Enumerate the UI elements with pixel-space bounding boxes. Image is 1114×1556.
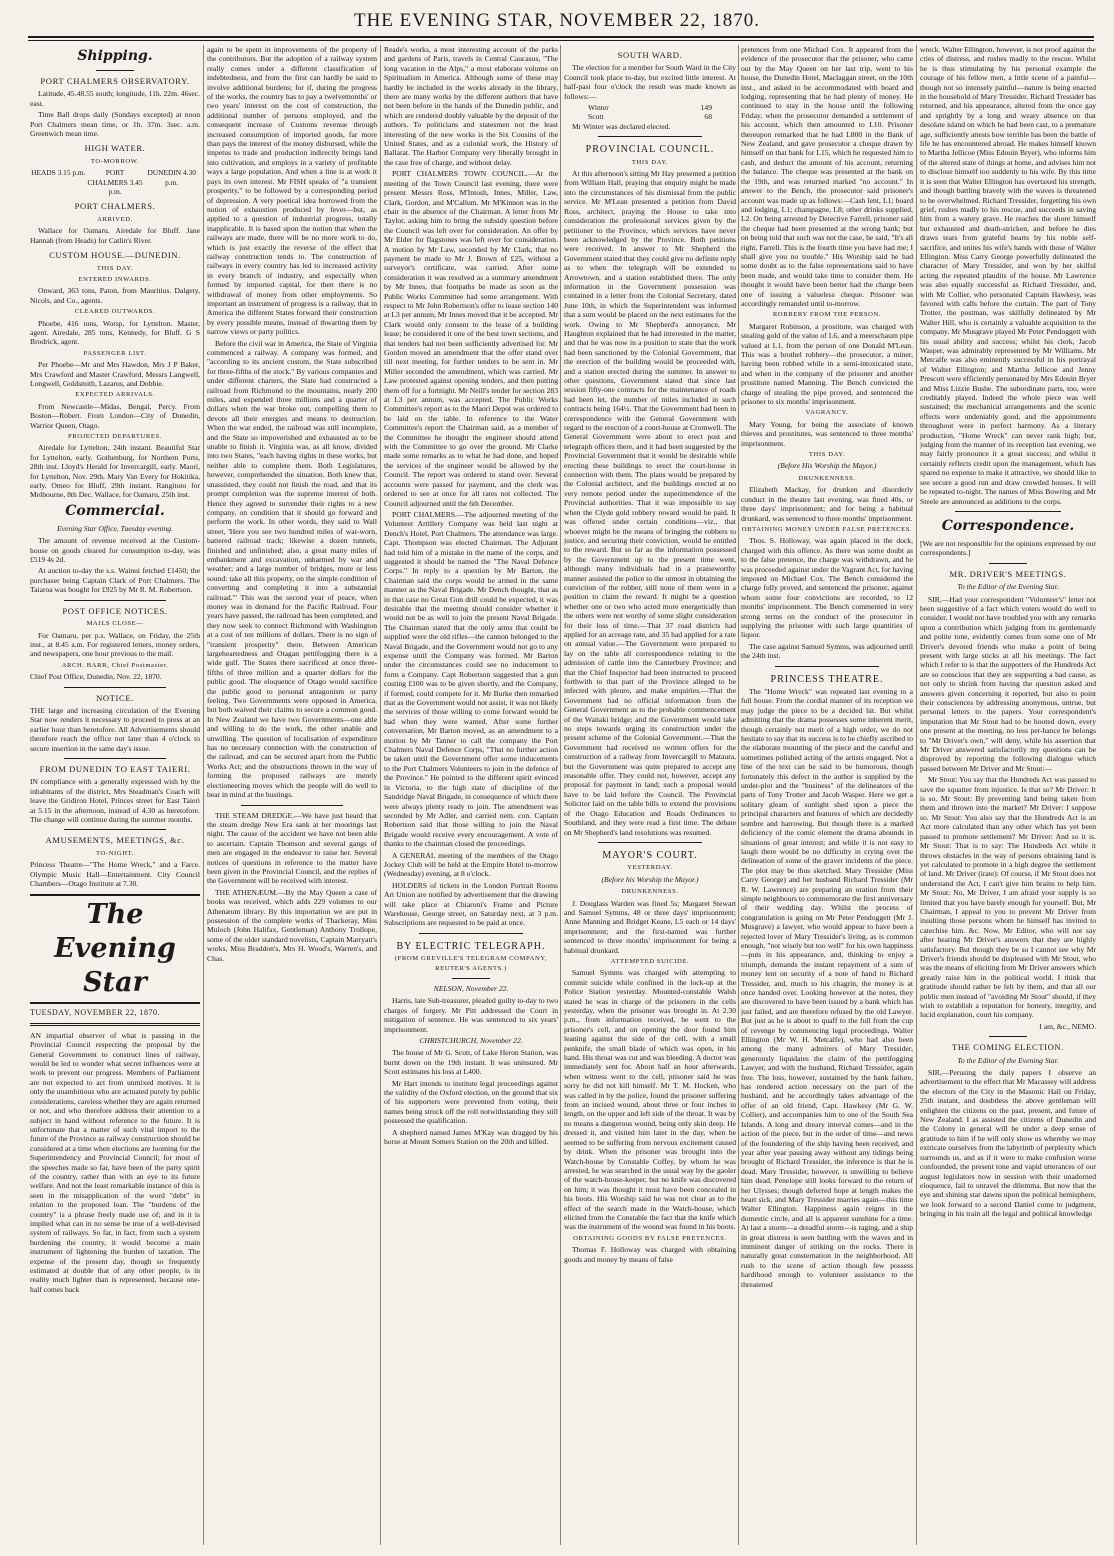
expected-heading: EXPECTED ARRIVALS. <box>75 391 155 399</box>
amusements-tonight: TO-NIGHT. <box>96 849 134 857</box>
robbery-text: Margaret Robinson, a prostitute, was charged with stealing gold of the value of L6, and a meerschaum pipe valued at L1, from the person of one Donald M'Lean. This was a brothel robbery—the prosecutor, a miner, having been robbed while in a semi-intoxicated state, and when in the company of the prisoner and another prostitute named Manning. The Bench convicted the charge of stealing the pipe proved, and sentenced the prisoner to six months' imprisonment. <box>741 321 913 407</box>
telegraph-heading: BY ELECTRIC TELEGRAPH. <box>396 940 546 952</box>
drunkenness-heading: DRUNKENNESS. <box>798 474 856 482</box>
driver-meetings-text: SIR,—Had your correspondent "Volunteer's" letter not been suggestive of a fact which voters would do well to consider, I would not have troubled you with any remarks upon a contribution which judging from its gentlemanly and polite tone, evidently comes from some one of Mr Driver's devoted friends who make a point of being present with large sticks at all his meetings. The fact which I refer to is that the supporters of the Hundreds Act are so conscious that they are supporting a bad cause, as not only to shrink from having the question asked and answers given concerning it reported, but also to point their consciences by addressing anonymous, untrue, but personal letters to the papers. Your correspondent's imputation that Mr Stout had to be hooted down, every one present at the meeting, no less per-hance he belongs to "Mr Driver's own," will deny, while his assertion that Mr Driver answered satisfactorily my questions can be disproved by reporting the following dialogue which passed between Mr Driver and Mr Stout:— <box>920 594 1096 773</box>
separator <box>64 600 166 601</box>
drunkenness-heading: DRUNKENNESS. <box>621 888 679 896</box>
theatre-continued: wreck. Walter Ellington, however, is not proof against the cries of distress, and rushes madly to the rescue. Whilst he is thus stimulating by his personal example the courage of his fellow men, a little scene of a painful—though not so intensely painful—nature is being enacted in the household of Mary Tressider. Richard Tressider has returned, and his appearance, altered from the once gay and sprightly by a long and weary absence on that desolate island on which he had been cast, to a premature age, sufficiently attests how terrible has been the battle of life he has encountered abroad. He makes himself known to Martha Jellicoe (Miss Edouin Bryer), who informs him of the altered state of things at home, and advises him not to disclose himself too suddenly to his wife. By this time it is seen that Walter Ellington has overtaxed his strength, and though battling bravely with the waves is threatened to be overwhelmed. Richard Tressider, forgetting his own grief, rushes madly to his rescue, and succeeds in saving him from a watery grave. He reaches the shore himself but exhausted and death-stricken, and before he dies draws tears from grateful hearts by his noble self-sacrifice, and unites his wife's hands with those of Walter Ellington. Miss Carry George powerfully delineated the character of Mary Tressider, and won by her skilful acting the repeated plaudits of the house. Mr Lawrence was also equally successful as Richard Tressider, and, with Mr Collier, who personated Captain Hawkesy, was favored with calls before the curtain. The part of Tony Trotter, the postman, was skilfully delineated by Mr Walter Hill, who is certainly a valuable acquisition to the company. Mr Musgrave played Mr Peter Pendoggett with his usual ability and success; whilst his clerk, Jacob Wasper, was admirably represented by Mr Williams. Mr Metcalfe was also eminently successful in his portrayal of Walter Ellington; and Martha Jellicoe and Jenny Prescott were efficiently personated by Mrs Edouin Bryer and Miss Lizzie Bushe. The subordinate parts, too, were creditably played. Indeed the whole piece was well sustained; the mechanical arrangements and the scenic effects were undeniably good, and the appointments throughout were in perfect harmony. As a literary production, "Home Wreck" can never rank high; but, judging from the manner of its reception last evening, we may fairly pronounce it a great success; and whilst it certainly reflects credit upon the management, which has spared no expense to make it attractive, we should like to see secure a good run and draw crowded houses. It will be repeated to-night. The names of Miss Bowring and Mr Steele are announced as additions to the corps. <box>920 45 1096 506</box>
separator <box>598 842 701 843</box>
arrived-heading: ARRIVED. <box>97 215 133 223</box>
false-pretences-continued: pretences from one Michael Cox. It appeared from the evidence of the prosecutor that the prisoner, who came out by the May Queen on her last trip, went to his house, the Dunedin Hotel, Maclaggan street, on the 10th inst., and asked to be accommodated with board and lodging, representing that he had plenty of money. He continued to stay in the house until the following Friday, when the prosecutor demanded a settlement of his account, which then amounted to L10. Prisoner thereupon remarked that he had L800 in the Bank of New Zealand, and gave prosecutor a cheque drawn by himself on that bank for L15, which he requested him to cash, and deduct the amount of his account, returning the balance. The cheque was presented at the bank on the 19th, and was returned marked "no account." In answer to the Bench, the prosecutor said prisoner's account was made up as follows:—Cash lent, L1; board and lodging, L1; champagne, L8; other drinks supplied, L2. On being arrested by Detective Farrell, prisoner said the cheque had been presented at the wrong bank; but on being told that such was not the case, he said, "It's all right, Farrell. This is the fourth time you have had me; I shall give you no trouble." His Worship said he had some doubt as to the false representations said to have been made, and would take time to consider them. He thought it would have been better had the charge been one of issuing a valueless cheque. Prisoner was accordingly remanded until to-morrow. <box>741 45 913 308</box>
drunkenness-text: J. Douglass Warden was fined 5s; Margaret Stewart and Samuel Symms, 48 or three days' imprisonment; Anne Manning and Bridget Keane, L5 each or 14 days' imprisonment; and the first-named was further sentenced to three months' imprisonment for being a habitual drunkard. <box>564 898 736 955</box>
driver-dialogue: Mr Stout: You say that the Hundreds Act was passed to save the squatter from injustice. Is that so? Mr Driver: It is so. Mr Stout: By preventing land being taken from them and thrown into the market? Mr Driver: I suppose so. Mr Stout: You also say that the Hundreds Act is an Act more calculated than any other which has yet been passed to promote settlement? Mr Driver: And so it is. Mr Stout: That is to say: The Hundreds Act while it throws obstacles in the way of persons obtaining land is yet calculated to promote in a high degree the settlement of land. Mr Driver (irate): Of course, if Mr Stout does not understand the Act, I can't give him brains to help him. Mr Stout: No, Mr Driver, I am afraid your supply is so limited that you have barely enough for yourself. But, Mr Chairman, I appeal to you to prevent Mr Driver from insulting those persons whom he himself has invited to catechise him. &c. Now, Mr Editor, who will not say after hearing Mr Driver's answers that they are highly satisfactory. But though they be so I cannot see why Mr Driver's friends should be displeased with Mr Stout, who was the means of eliciting from Mr Driver answers which greatly raise him in the political world. I think that gratitude should rather be felt by them, and that all our public men instead of "avoiding Mr Stout" should, if they wish to establish a reputation for honesty, integrity, and lucid explanation, court his company. <box>920 775 1096 1020</box>
separator <box>64 687 166 688</box>
column-divider <box>560 45 561 1545</box>
commercial-text: At auction to-day the s.s. Wainui fetched £1450; the purchaser being Captain Clark of Port Chalmers. The Taiaroa was bought for £925 by Mr R. M. Robertson. <box>30 566 200 595</box>
coming-election-text: SIR,—Perusing the daily papers I observe an advertisement to the effect that Mr Macassey will address the electors of the City in the Masonic Hall on Friday, 25th instant, and doubtless the above gentleman will enlighten the citizens on the past, present, and future of New Zealand. I as assisted the citizens of Dunedin and the Colony in general will be under a deep sense of gratitude to him if he will only show us whereby we may extricate ourselves from the labyrinth of perplexity which surrounds us, and as if it were to make confusion worse confounded, the present tone and vapid utterances of our august legislators now in session with their unadorned eloquence, fail to unravel the dilemma. But now that the eye and shining star dawns upon the political hemisphere, we look forward to a second Daniel come to judgment, bringing in his train all the legal and political knowledge <box>920 1068 1096 1219</box>
mayors-court-heading: MAYOR'S COURT. <box>602 849 698 861</box>
passenger-text: Per Phoebe—Mr and Mrs Hawdon, Mrs J P Baker, Mrs Crawford and Master Crawford, Messrs Langwell, Longwell, Goldsmith, Lazarus, and Dobbie. <box>30 360 200 388</box>
christchurch-text: A shepherd named James M'Kay was dragged by his horse at Mount Somers Station on the 20th and killed. <box>384 1127 558 1147</box>
entered-text: Onward, 363 tons, Paton, from Mauritius. Dalgety, Nicols, and Co., agents. <box>30 286 200 305</box>
amusements-text: Princess Theatre—"The Home Wreck," and a Farce. Olympic Music Hall—Entertainment. City Council Chambers—Otago Institute at 7.30. <box>30 860 200 889</box>
coming-election-heading: THE COMING ELECTION. <box>951 1042 1064 1053</box>
entered-heading: ENTERED INWARDS. <box>78 275 152 283</box>
cleared-text: Phoebe, 416 tons, Worsp, for Lyttelton. Master, agent. Airedale, 285 tons, Kennedy, for Bluff. G S Brodrick, agent. <box>30 318 200 347</box>
post-office-heading: POST OFFICE NOTICES. <box>62 605 168 616</box>
commercial-sub: Evening Star Office, Tuesday evening. <box>57 523 173 533</box>
princess-theatre-text: The "Home Wreck" was repeated last evening to a full house. From the cordial manner of its reception we may judge the piece to be a decided hit. But whilst admitting that the drama possesses some inherent merit, though certainly not merit of a high order, we do not hesitate to say that its success is to be chiefly ascribed to the elaborate mounting of the piece and the careful and sometimes polished acting of the artists engaged. Not a line of the text can be said to be humorous, though fortunately this defect in the author is supplied by the under-plot and the "business" of the delineators of the parts of Tony Trotter and Jacob Wasper. Here we get a solitary gleam of sunlight shed upon a piece the principal characters and features of which are decidedly sombre and harrowing. But though there is a marked deficiency of the comic element the drama abounds in situations of great interest; and while it is not easy to laugh there would be no difficulty in crying over the delineation of some of the graver incidents of the piece. The plot may be thus sketched. Mary Tressider (Miss Carry George) and her husband Richard Tressider (Mr R. W. Lawrence) are preparing an oration from their simple neighbours to commemorate the first anniversary of their wedding day. Whilst the process of congratulation is going on Mr Peter Pendoggett (Mr J. Musgrave) a lawyer, who would appear to have been a rejected lover of Mary Tressider's living, as is common enough, "not wisely but too well" for his own happiness—puts in his appearance, and, thinking to enjoy a triumph, demands the instant repayment of a sum of money lent on security of a note of hand to Richard Tressider, and, much to his chagrin, the money is at once handed over. Looking however at the notes, they are discovered to have been issued by a bank which has just failed, and are therefore refused by the old Lawyer. But just as he is about to quaff to the full from the cup of revenge by commencing legal proceedings, Walter Ellington (Mr W. H. Metcalfe), who had also been among the many admirers of Mary Tressider, generously liquidates the claim of the pettifogging Lawyer, and with the husband, Richard Tressider, again free. The loss, however, sustained by the bank failure, has rendered action necessary on the part of the husband, and he accordingly takes advantage of the offer of an old friend, Capt. Hawkesy (Mr G. W. Collier), and accompanies him to one of the South Sea Islands. A long and dreary interval comes—and in the action of the piece, but in the order of time—and news of the foundering of the ship having been received, and year after year passing away without any tidings being brought of Richard Tressider, the inference is that he is dead. Mary Tressider, however, is unwilling to believe him dead. Penelope still looks forward to the return of her Ulysses; though deferred hope at length makes the heart sick, and Mary Tressider marries again—this time Walter Ellington. Happiness again reigns in the domestic circle, and all is apparent sunshine for a time. At last a storm—a dreadful storm—is raging, and a ship in great distress is seen battling with the waves and in imminent danger of striking on the rocks. There is naturally great consternation in the neighborhood. All rush to the scene of action though few possess hardihood enough to volunteer assistance to the threatened <box>741 687 913 1289</box>
driver-meetings-heading: MR. DRIVER'S MEETINGS. <box>949 568 1067 579</box>
town-council-item: PORT CHALMERS TOWN COUNCIL.—At the meeting of the Town Council last evening, there were present Messrs Ross, M'Intosh, Innes, Miller, Law, Clark, Gordon, and M'Callum. Mr M'Kinnon was in the chair in the absence of the Chairman. A letter from Mr Taylor, asking him to bring the subsidy question before the Council was left over for consideration. An offer by Mr Elder for flagstones was left over for consideration. A motion by Mr Law, seconded by Mr Clark, that no payment be made to Mr J. Brown of £25, without a surveyor's certificate, was carried. After some consideration it was resolved as a summary amendment by Mr Innes, that footpaths be made as soon as the Public Works Committee had some arrangement. With respect to Mr John Robertson's offer to lease section 140 at L3 per annum, Mr Innes moved that it be accepted. Mr Clark would only consent to the lease of a building lease; he considered it one of the best town sections, and that tenders had not been sufficiently advertised for. Mr Gordon moved an amendment that the offer stand over till next meeting, for further tenders to be sent in. Mr Miller seconded the amendment, which was carried. Mr Law protested against opening tenders, and then putting them off for a fortnight. Mr Neill's tender for section 283 at L3 per annum, was accepted. The Public Works Committee's report as to the Maori Depot was ordered to be laid on the table. In reference to the Water Committee's report the Chairman said, as a member of the Committee he thought the engineer should attend with the Committee to go over the ground. Mr Clarke made some remarks as to what he had done, and hoped the services of the engineer would be allowed by the Council. The report was ordered to stand over. Several accounts were passed for payment, and the clerk was ordered to see at once for all rates not collected. The Council adjourned until the 6th December. <box>384 169 558 508</box>
taieri-heading: FROM DUNEDIN TO EAST TAIERI. <box>39 763 191 774</box>
jockey-club-item: A GENERAL meeting of the members of the Otago Jockey Club will be held at the Empire Hotel to-morrow (Wednesday) evening, at 8 o'clock. <box>384 850 558 879</box>
princess-theatre-heading: PRINCESS THEATRE. <box>770 673 884 685</box>
leader-continued: again to be spent in improvements of the property of the contributors. But the adoption of a railway system really comes under a different classification of indebtedness, and from the first can hardly be said to involve additional burdens; for if, during the progress of the works, the country has to pay a twelvemonths' or two years' interest on the cost of construction, the additional number of persons employed, and the consequent increase of Customs revenue through increased consumption of imported goods, far more than pays the interest of the money disbursed, while the impetus to trade and production indirectly brings land into cultivation, and employs in a variety of profitable ways a large population. And when a line is at work it pays its own interest. Mr FISH speaks of "a transient prosperity," to be followed by a corresponding period of depression. A very poetical idea borrowed from the notion of exhaustion produced by fever—but, as applied to a question of industrial progress, totally inapplicable. It is based upon the notion that when the railways are made, there will be no more work to do, which is just exactly the reverse of the effect that railway construction tends to. The construction of railways in every country has led to increased activity in every branch of industry, and especially when formed by imported capital, for then there is no withdrawal of money from other employments. So important an instrument of progress is a railway, that in America the different States forward their construction by every possible means, instead of thwarting them by narrow views or party politics. <box>207 45 377 337</box>
column-5 <box>741 45 913 1545</box>
mayors-court-before: (Before his Worship the Mayor.) <box>601 874 699 884</box>
drunkenness-text: Elizabeth Mackay, for drunken and disorderly conduct in the theatre last evening, was fined 40s, or three days' imprisonment; and for being a habitual drunkard, was sentenced to three months' imprisonment. <box>741 485 913 523</box>
coming-election-to: To the Editor of the Evening Star. <box>957 1055 1059 1065</box>
separator <box>96 70 133 71</box>
notice-heading: NOTICE. <box>96 692 134 703</box>
masthead-rule <box>28 36 1094 38</box>
athenaeum-item: THE ATHENÆUM.—By the May Queen a case of books was received, which adds 229 volumes to our Athenæum library. By this importation we are put in possession of the complete works of Thackeray, Miss Muloch (John Halifax, Gentleman) Anthony Trollope, some of the older standard novelists, Captain Marryatt's works, Miss Braddon's, Mrs H. Wood's, Warren's, and Chas. <box>207 887 377 963</box>
correspondence-note: [We are not responsible for the opinions expressed by our correspondents.] <box>920 538 1096 558</box>
nelson-dateline: NELSON, November 22. <box>433 984 509 993</box>
mails-close: MAILS CLOSE— <box>86 620 144 628</box>
separator <box>452 978 490 979</box>
post-office-date: Chief Post Office, Dunedin, Nov. 22, 1870. <box>30 672 162 682</box>
driver-meetings-to: To the Editor of the Evening Star. <box>957 582 1059 592</box>
art-union-item: HOLDERS of tickets in the London Portrait Rooms Art Union are notified by advertisement that the drawing will take place at Chiaroni's Frame and Picture Warehouse, George street, on Saturday next, at 3 p.m. Subscriptions are requested to be paid at once. <box>384 880 558 928</box>
robbery-heading: ROBBERY FROM THE PERSON. <box>772 311 882 319</box>
column-1 <box>30 45 200 1545</box>
expected-text: From Newcastle—Midas, Bengal, Percy. From Boston—Robert. From London—City of Dunedin, Warrior Queen, Otago. <box>30 401 200 430</box>
column-divider <box>738 45 739 1545</box>
column-4 <box>564 45 736 1545</box>
observatory-heading: PORT CHALMERS OBSERVATORY. <box>40 76 190 86</box>
arrived-text: Wallace for Oamaru. Airedale for Bluff. Jane Hannah (from Heads) for Catlin's River. <box>30 226 200 245</box>
high-water-dunedin: DUNEDIN 4.30 p.m. <box>147 168 196 187</box>
double-rule <box>30 1023 200 1026</box>
section-commercial: Commercial. <box>65 502 165 519</box>
separator <box>419 933 523 934</box>
money-pretences-heading: OBTAINING MONEY UNDER FALSE PRETENCES. <box>741 525 913 533</box>
separator <box>241 805 343 806</box>
steam-dredge-item: THE STEAM DREDGE.—We have just heard that the steam dredge New Era sank at her moorings last night. The cause of the accident we have not been able to ascertain. Captain Thomson and several gangs of men are engaged in the endeavor to raise her. Several notices of questions in reference to the matter have been given in the Provincial Council, and the replies of the Government will be received with interest. <box>207 810 377 886</box>
separator <box>989 1036 1028 1037</box>
separator <box>955 511 1061 512</box>
court-before: (Before His Worship the Mayor.) <box>777 461 877 471</box>
section-correspondence: Correspondence. <box>941 517 1075 534</box>
column-6 <box>920 45 1096 1545</box>
high-water-heading: HIGH WATER. <box>84 143 146 154</box>
suicide-text: Samuel Symms was charged with attempting to commit suicide while confined in the lock-up at the Police Station yesterday. Mounted-constable Walsh stated he was in charge of the prisoners in the cells yesterday, when the prisoner was brought in. At 2.30 p.m., from information received, he went to the prisoner's cell, and on opening the door found him leaning against the side of the cell, with a small penknife, the small blade of which was open, in his hand. His throat was cut and was bleeding. A doctor was immediately sent for. About half an hour afterwards, when witness went to the cell, prisoner said he was sorry he did not kill himself. Mr T. M. Hocken, who was called in by the police, found the prisoner suffering from an incised wound, about three or four inches in length, on the upper and left side of the throat. It was by no means a dangerous wound, being only skin deep. He dressed it, and visited him later in the day, when he seemed to be suffering from nervous excitement caused by drink. When the prisoner was brought into the Watch-house by Constable Coffey, by whom he was arrested, he was searched in the usual way by the gaoler of the watch-house-keeper, but no knife was discovered on him; it was thought it must have been concealed in his boots. His Worship said he was not clear as to the effect of the search made in the Watch-house, which elicited from the Constable the fact that the knife which was the instrument of the wound was found in his boots. <box>564 968 736 1232</box>
projected-text: Airedale for Lyttelton, 24th instant. Beautiful Star for Lyttelton, early. Gothenburg, for Northern Ports, 28th inst. Lloyd's Herald for Invercargill, early. Maori, for Lyttelton, Nov. 29th. Mary Van Every for Hokitika, early. Omeo for Bluff, 29th instant. Rangitoto for Melbourne, 8th Dec. Wallace, for Oamaru, 25th inst. <box>30 443 200 500</box>
election-result-row <box>588 103 712 112</box>
customs-day: THIS DAY. <box>96 264 134 272</box>
separator <box>775 666 878 667</box>
vagrancy-heading: VAGRANCY. <box>805 409 849 417</box>
leader-article: AN impartial observer of what is passing in the Provincial Council respecting the proposal by the General Government to construct lines of railway, would be led to wonder what secret influences were at work to prevent our progress. Members of Parliament are not expected to act from unmixed motives. It is only the unambitious who are actuated purely by public considerations, careless whether they are again returned or not, and who therefore address their attention to a subject in hand without reference to the future. It is unfortunate that a matter of such vital import to the future of the Province as railway construction should be considered at a time when elections are looming for the Superintendency and Provincial Council; for most of the speeches made so far, have been of the party spirit of the country, rather than with an eye to its future welfare. And not the least remarkable instance of this is seen in the misapplication of the word "debt" in relation to the proposed loan. The "burdens of the country" is a phrase freely made use of; and in it is implied what can in no sense be true of a well-devised system of railways. So far, in fact, from such a system burdening the country, it would become a main instrument of lightening the burden of taxation. The expense of the present day, though so frequently estimated at double that of any other people, is in reality much lighter than is represented, because one-half comes back <box>30 1030 200 1294</box>
separator <box>989 563 1028 564</box>
christchurch-text: The house of Mr G. Scott, of Lake Heron Station, was burnt down on the 19th instant. It was uninsured. Mr Scott estimates his loss at L400. <box>384 1048 558 1077</box>
athenaeum-continued: Reade's works, a most interesting account of the parks and gardens of Paris, travels in Central Caucasus, "The long vacation in the Alps," a most elaborate volume on Spiritualism in America. Although some of these may hardly be included in the works already in the library, there are many works by the different authors that have not been before in the hands of the Dunedin public, and which are rendered doubly valuable by the deposit of the authors. To politicians and statesmen not the least interesting of the new works is the Six Cousins of the United States, and as a colonial work, the History of Ballarat. The Harbor Company very liberally brought in the case free of charge, and without delay. <box>384 45 558 167</box>
court-this-day: THIS DAY. <box>808 451 846 459</box>
symms-adjourned: The case against Samuel Symms, was adjourned until the 24th inst. <box>741 641 913 661</box>
false-pretences-text: Thomas F. Holloway was charged with obtaining goods and money by means of false <box>564 1245 736 1264</box>
evening-star-flag: The Evening Star <box>30 894 200 1004</box>
flag-date: TUESDAY, NOVEMBER 22, 1870. <box>30 1008 160 1018</box>
leader-continued: Before the civil war in America, the State of Virginia commenced a railway. A company was formed, and "according to its ancient custom, the State subscribed for three-fifths of the stock." By various companies and under different charters, the State had constructed a railroad from Richmond to the mountains, nearly 200 miles, and expended three millions and a quarter of dollars when the war broke out, compelling them to devote all their energies and means to destruction. When the war ended, the railroad was still incomplete, and the State so impoverished and exhausted as to be unable to finish it. Virginia was, as all know, divided into two States, "each having rights in these works, but neither able to complete them. Both Legislatures, however, comprehended the situation. Both knew that, unassisted, they could not finish the road, and that its prompt completion was the supreme interest of both. Hence they agreed to surrender their rights to a new company, on condition that it should go forward and perform the work. In other words, they said to Wall street, 'Here you see two hundred miles of war-worn, battered railroad track; likewise a dozen tunnels, finished and unfinished; also, a great many miles of embankment and excavation, unharmed by war and weather; and a large number of bridges, more or less sound: take all this property, on the simple condition of converting and completing it into a substantial railroad.'" This was the second year of peace, when money was in demand for the Pacific Railroad. Four years have passed, the railroad has been completed, and they now seek to connect Richmond with Washington at a cost of ten millions of dollars. There is no sign of "transient prosperity" there. Between American largeheartedness and Otagan pettifogging there is a wide gulf. The States there sacrificed at once three-fifths of three million and a quarter dollars for the public good. The eloquence of Otago would sacrifice the public good to personal antagonism or party feeling. Two Governments were opposed in America, but both waived their claims to secure a common good. In New Zealand we have two Governments—one able and willing to do the work, the other unable and unwilling. The question of localisation of expenditure has no necessary connection with the construction of the railroad, and can be secured apart from the Public Works Act; and the obstructions thrown in the way of forming the proposed railways are merely electioneering moves which the people will do well to bear in mind at the hustings. <box>207 338 377 800</box>
letter-signature: I am, &c., NEMO. <box>1039 1021 1096 1031</box>
high-water-table <box>30 168 200 196</box>
south-ward-text: The election for a member for South Ward in the City Council took place to-day, but excited little interest. At half-past four o'clock the result was made known as follows:— <box>564 63 736 101</box>
high-water-heads: HEADS 3.15 p.m. <box>31 168 86 178</box>
high-water-port: PORT CHALMERS 3.45 p.m. <box>87 168 143 197</box>
provincial-council-text: At this afternoon's sitting Mr Hay presented a petition from William Hall, praying that enquiry might be made into the circumstances of his dismissal from the public service. Mr M'Lean presented a petition from David Ross, architect, praying the House to take into consideration the professional services given by the petitioner to the Province, which services have never been acknowledged by the Province. Both petitions were received. In answer to Mr Shepherd the Government stated that they could give no definite reply as to when the telegraph will be extended to Arrowtown, and a station established there. The only information in the Government possession was contained in a letter from the Colonial Secretary, dated June 10th, in which the Superintendent was informed that a sum would be placed on the next estimates for the work. Owing to Mr Shepherd's annoyance, Mr Haughton explained that he had interested in the matter, and that he was now in a position to state that the work had been sanctioned by the Colonial Government, that the erection of the building would be proceeded with, and a station erected during the summer. In answer to other questions, Government stated that since last session fifty-one contracts for the maintenance of roads had been let, the number of miles included in such contracts being 164½. That the Government had been in correspondence with the General Government with regard to the erection of a court-house at Cromwell. The General Government were about to erect post and telegraph offices there, and it had been suggested by the Provincial Government that it would be desirable while erecting these buildings to erect the court-house in connection with them. The plans would be prepared by the Colonial architect, and the buildings erected at no very remote period under the superintendence of the Provincial authorities. That it was impossible to say when the Clyde gold robbery reward would be paid. It was offered under certain conditions—viz., that whoever might be the means of bringing the robbers to justice, and securing their conviction, would be entitled to the reward. But so far as the information possessed by the Government up to the present time went, although many individuals had in a praiseworthy manner assisted the police to the utmost in obtaining the conviction of the robber, still none of them were in a position to claim the reward. It might be a question whether one or two who acted more energetically than the others were not worthy of some slight consideration for their loss of time.—That 37 road districts had applied for an acreage rate, and 35 had applied for a rate on annual value.—The Government were prepared to lay on the table all correspondence relating to the admission of cattle into the Canterbury Province; and that the Chief Inspector had been instructed to proceed forthwith to that part of the Province alleged to be infected with pleuro, and make enquiries.—That the Government had no official information from the General Government as to the probable commencement of the Waitaki bridge; and the Government would take no steps towards urging its construction under the present scheme of the Colonial Government.—That the Government had received no written offers for the construction of a railway from Invercargill to Mataura, but the Government was quite prepared to accept any reasonable offer. They could not, however, accept any proposal for payment in land; such a proposal would have to be laid before the Council. The Provincial Solicitor laid on the table bills to extend the provisions of the Otago Education and Roads Ordinances to Southland, and they were read a first time. The debate on Mr Shepherd's land resolutions was resumed. <box>564 169 736 837</box>
suicide-heading: ATTEMPTED SUICIDE. <box>610 957 690 965</box>
customs-heading: CUSTOM HOUSE.—DUNEDIN. <box>49 250 181 261</box>
masthead-rule-thin <box>28 40 1094 41</box>
amusements-heading: AMUSEMENTS, MEETINGS, &c. <box>45 835 185 846</box>
candidate-name: Scott <box>588 112 604 122</box>
high-water-sub: TO-MORROW. <box>90 157 140 165</box>
column-divider <box>380 45 381 1545</box>
election-result-row <box>588 112 712 121</box>
christchurch-text: Mr Hart intends to institute legal proceedings against the validity of the Oxford election, on the ground that six of his supporters were prevented from voting, their names being struck off the roll notwithstanding they still possessed the qualification. <box>384 1078 558 1126</box>
column-2 <box>207 45 377 1545</box>
christchurch-dateline: CHRISTCHURCH, November 22. <box>419 1036 523 1046</box>
passenger-heading: PASSENGER LIST. <box>83 349 147 357</box>
cleared-heading: CLEARED OUTWARDS. <box>74 308 156 316</box>
mayors-court-day: YESTERDAY. <box>627 864 673 872</box>
false-pretences-heading: OBTAINING GOODS BY FALSE PRETENCES. <box>573 1234 727 1242</box>
post-office-signature: ARCH. BARR, Chief Postmaster. <box>61 661 169 669</box>
masthead: THE EVENING STAR, NOVEMBER 22, 1870. <box>353 10 761 31</box>
section-shipping: Shipping. <box>77 48 153 64</box>
money-pretences-text: Thos. S. Holloway, was again placed in the dock, charged with this offence. As there was some doubt as to the false pretence, the charge was withdrawn, and he was proceeded against under the Vagrant Act, for having imposed on Michael Cox. The Bench considered the charge fully proved, and sentenced the prisoner, against whom some four convictions are recorded, to 12 months' imprisonment. The Bench commented in very strong terms on the conduct of the prosecutor in supplying the prisoner with such large quantities of liquor. <box>741 536 913 640</box>
observatory-note: Time Ball drops daily (Sundays excepted) at noon Port Chalmers mean time, or 1h. 37m. 3sec. a.m. Greenwich mean time. <box>30 110 200 139</box>
south-ward-heading: SOUTH WARD. <box>617 50 683 60</box>
candidate-votes: 68 <box>704 112 712 122</box>
telegraph-source: (FROM GREVILLE'S TELEGRAM COMPANY, REUTER'S AGENTS.) <box>394 955 548 972</box>
taieri-text: IN compliance with a generally expressed wish by the inhabitants of the district, Mrs Steadman's Coach will leave the Gridiron Hotel, Princes street for East Taieri at 5.15 in the afternoon, instead of 4.30 as heretofore. The change will continue during the summer months. <box>30 777 200 824</box>
separator <box>64 758 166 759</box>
column-divider <box>916 45 917 1545</box>
provincial-council-heading: PROVINCIAL COUNCIL. <box>585 144 715 156</box>
observatory-text: Latitude, 45.48.55 south; longitude, 11h. 22m. 46sec. east. <box>30 89 200 108</box>
separator <box>64 829 166 830</box>
port-chalmers-heading: PORT CHALMERS. <box>74 201 156 212</box>
post-office-text: For Oamaru, per p.s. Wallace, on Friday, the 25th inst., at 8.45 a.m. For registered letters, money orders, and newspapers, one hour previous to the mail. <box>30 630 200 659</box>
provincial-council-day: THIS DAY. <box>631 158 669 166</box>
separator <box>598 136 701 137</box>
candidate-name: Winter <box>588 103 609 113</box>
notice-text: THE large and increasing circulation of the Evening Star now renders it necessary to proceed to press at an earlier hour than heretofore. All Advertisements should therefore reach the office not later than 4 o'clock to secure insertion in the same day's issue. <box>30 705 200 753</box>
south-ward-result: Mr Winter was declared elected. <box>572 121 671 131</box>
vagrancy-text: Mary Young, for being the associate of known thieves and prostitutes, was sentenced to three months' imprisonment. <box>741 419 913 448</box>
volunteer-item: PORT CHALMERS.—The adjourned meeting of the Volunteer Artillery Company was held last night at Dench's Hotel, Port Chalmers. The attendance was large. Capt. Thompson was elected Chairman. The Adjutant had told him of a mistake in the name of the corps, and suggested it should be named the "The Naval Defence Corps." In reply to a question by Mr Barton, the Chairman said the corps would be armed in the same manner as the Naval Brigade. Mr Dench thought, that as in that case no Great Gun drill could be expected, it was desirable that the meeting should consider whether it would not be as well to join the present Naval Brigade. The Chairman stated that the only arms that could be supplied were the old rifles—the cannon belonged to the Naval Brigade, and the Government would not go to any expense until the Company was formed. Mr Barton under the circumstances could see no inducement to form a Company. Capt Robertson suggested that a gun costing £100 was to be given shortly, and the Company, if formed, could compete for it. Mr Burke then remarked that as the Government would not assist, it was not likely the services of those willing to come forward would be had when they were wanted. After some further conversation, Mr Barton moved, as an amendment to a motion by Mr Tanner to call the company the Port Chalmers Naval Defence Corps, "That no further action be taken until the Government offer some inducements to the Port Chalmers Volunteers to join in the defence of the Province." He pointed to the different spirit evinced in Victoria, to the high state of discipline of the Sandridge Naval Brigade, in consequence of which there were always plenty ready to join. The amendment was seconded by Mr Adler, and carried nem. con. Captain Robertson said that those willing to join the Naval Brigade would receive every encouragement. A vote of thanks to the chairman closed the proceedings. <box>384 509 558 849</box>
column-divider <box>203 45 204 1545</box>
projected-heading: PROJECTED DEPARTURES. <box>67 433 163 440</box>
nelson-text: Harris, late Sub-treasurer, pleaded guilty to-day to two charges of forgery. Mr Pitt addressed the Court in mitigation of sentence. He was sentenced to six years' imprisonment. <box>384 996 558 1034</box>
candidate-votes: 149 <box>700 103 712 113</box>
column-3 <box>384 45 558 1545</box>
commercial-text: The amount of revenue received at the Custom-house on goods cleared for consumption to-day, was £519 4s 2d. <box>30 536 200 565</box>
